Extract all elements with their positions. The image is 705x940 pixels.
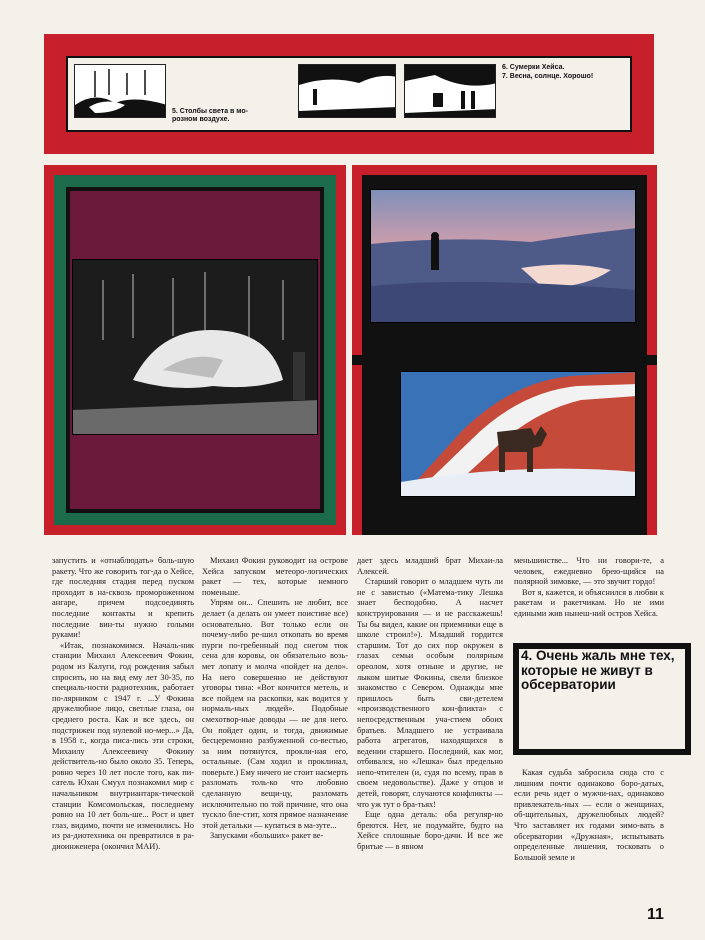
- sketch-spring: [404, 64, 496, 118]
- photo-spring-dog: [400, 371, 636, 497]
- text-column-4-top: [514, 556, 664, 620]
- caption-5: 5. Столбы света в мо- розном воздухе.: [172, 108, 248, 123]
- paragraph: Вот я, кажется, и объяснился в любви к ракетам и ракетчикам. Но не ими едиными жив нынеш-ний остров Хейса.: [514, 587, 664, 618]
- caption-6: 6. Сумерки Хейса.: [502, 64, 565, 71]
- left-photo-frame: [44, 165, 346, 535]
- paragraph: Упрям он... Спешить не любит, все делает (а делать он умеет поистине все) основательно. Вот только если он почему-либо ре-шил откопать во время пурги по-гребенный под снегом тюк сена для коровы, он обязательно возь-мет лопату и молча «пойдет на дело». На него совершенно не действуют уговоры тина: «Вот кончится метель, и все пойдем на раскопки, как водится у нормаль-ных людей». Подобные смехотвор-ные доводы — не для него. Он пойдет один, и тогда, движимые бесцеремонно разбуженной со-вестью, за ним потянутся, прокли-ная его, остальные. (Сам ходил и проклинал, поверьте.) Ему ничего не стоит насмерть разломать толь-ко что любовно сделанную вещи-цу, разломать исключительно по той причине, что она тускло бле-стит, хотя прямое назначение этой детальки — купаться в ма-зуте...: [202, 598, 348, 830]
- paragraph: Старший говорит о младшем чуть ли не с завистью («Матема-тику Лешка знает бесподобно. А насчет конструирования — и не расскажешь! Ты бы видел, какие он приемники еще в школе строил!»). Младший гордится старшим. Тот до сих пор окружен в глазах семьи особым полярным ореолом, хотя отныне и другие, не лыком шитые Фокины, свели близкое знакомство с Севером. Однажды мне пришлось быть сви-детелем «производственного кон-фликта» с непосредственным уча-стием обоих братьев. Младшего не устраивала работа агрегатов, находящихся в ведении старшего. Последний, как мог, отбивался, но «Лешка» был предельно непо-чтителен (и, судя по всему, прав в своем недовольстве). Даже у отцов и детей, говорят, случаются конфликты — что уж тут о бра-тьях!: [357, 577, 503, 809]
- sketch-light-pillars: [74, 64, 166, 118]
- paragraph: «Итак, познакомимся. Началь-ник станции Михаил Алексеевич Фокин, родом из Калуги, год рождения забыл спросить, но на вид ему лет 30-35, по специаль-ности радиотехник, работает по-лярником с 1947 г. ...У Фокина дружелюбное лицо, светлые глаза, он среднего роста. Как и все здесь, он подстрижен под нулевой но-мер...» Да, в 1958 г., когда писа-лись эти строки, Михаилу Алексеевичу Фокину действитель-но было около 35. Теперь, ровно через 10 лет после того, как пи-сатель Юхан Смуул познакомил мир с начальником внутриантарк-тической станции Комсомольская, последнему ровно на 10 лет боль-ше... Рост и цвет глаз, видимо, почти не изменились. Но из ра-диотехника он превратился в ра-диоинженера (окончил МАИ).: [52, 640, 194, 852]
- top-illustration-frame: [44, 34, 654, 154]
- caption-7: 7. Весна, солнце. Хорошо!: [502, 73, 594, 80]
- page-number: 11: [647, 906, 664, 923]
- text-column-4-bottom: [514, 768, 664, 863]
- paragraph: запустить и «отнаблюдать» боль-шую ракету. Что же говорить тог-да о Хейсе, где последняя стадия перед пуском проходит в на-сквозь промороженном ангаре, причем подсоединять последние контакты и крепить последние вин-ты нужно голыми руками!: [52, 556, 194, 640]
- section-heading: 4. Очень жаль мне тех, которые не живут в обсерватории: [521, 648, 675, 692]
- paragraph: Запусками «больших» ракет ве-: [210, 831, 324, 841]
- paragraph: Михаил Фокин руководит на острове Хейса запуском метеоро-логических ракет — тех, которые немного поменьше.: [202, 556, 348, 597]
- photo-dusk: [370, 189, 636, 323]
- text-column-3: [357, 556, 503, 853]
- sketch-strip: [66, 56, 632, 132]
- text-column-2: [202, 556, 348, 842]
- paragraph: дает здесь младший брат Михаи-ла Алексей.: [357, 556, 503, 576]
- section-heading-box: [513, 643, 691, 755]
- right-photo-frame: [352, 165, 657, 535]
- paragraph: Какая судьба забросила сюда сто с лишним почти одинаково боро-датых, если речь идет о мужчи-нах, одинаково привлекатель-ных — если о женщинах, об-щительных, дружелюбных людей? Что заставляет их годами зимо-вать в обсерватории «Дружная», испытывать определенные лишения, тосковать о Большой земле и: [514, 768, 664, 862]
- paragraph: Еще одна деталь: оба регуляр-но бреются. Нет, не подумайте, будто на Хейсе сплошные боро-дачи. И все же бритые — в явном: [357, 810, 503, 852]
- text-column-1: [52, 556, 194, 853]
- paragraph: меньшинстве... Что ни говори-те, а человек, ежедневно брею-щийся на полярной зимовке, — это звучит гордо!: [514, 556, 664, 587]
- sketch-dusk: [298, 64, 396, 118]
- photo-light-pillars: [72, 259, 318, 435]
